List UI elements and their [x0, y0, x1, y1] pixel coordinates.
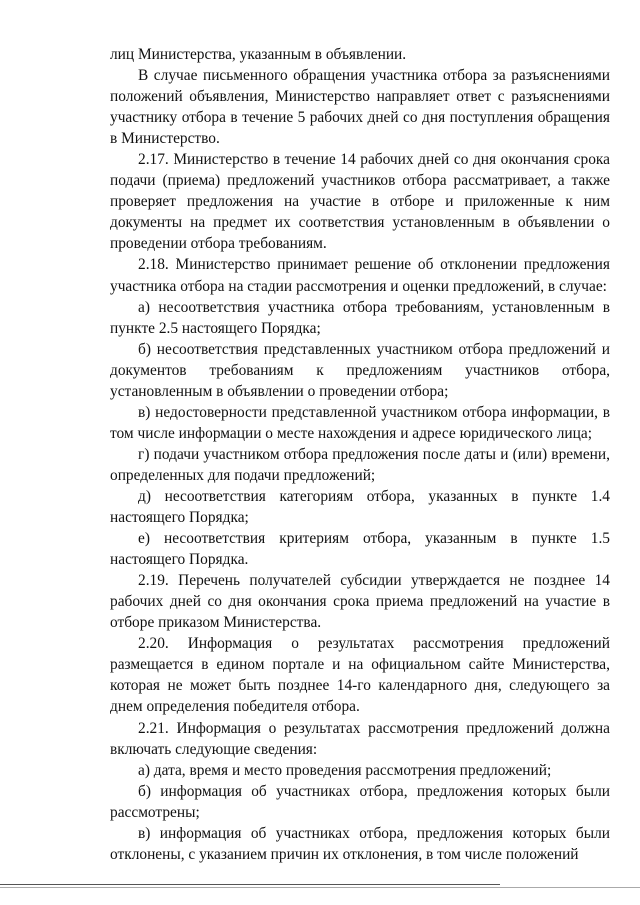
paragraph-2-18: 2.18. Министерство принимает решение об отклонении предложения участника отбора на стадии рассмотрения и оценки предложений, в случае:: [110, 256, 610, 295]
list-item-e: е) несоответствия критериям отбора, указанным в пункте 1.5 настоящего Порядка.: [110, 530, 610, 569]
document-body: [110, 44, 610, 865]
list-item-2-21-b: б) информация об участниках отбора, предложения которых были рассмотрены;: [110, 782, 610, 821]
list-item-d: д) несоответствия категориям отбора, указанных в пункте 1.4 настоящего Порядка;: [110, 487, 610, 527]
paragraph-clarification-request: В случае письменного обращения участника отбора за разъяснениями положений объявления, Министерство направляет ответ с разъяснениями участнику отбора в течение 5 рабочих дней со дня поступления обращения в Министерство.: [110, 67, 610, 148]
list-item-2-21-v: в) информация об участниках отбора, предложения которых были отклонены, с указанием причин их отклонения, в том числе положений: [110, 824, 610, 863]
paragraph-continuation: лиц Министерства, указанным в объявлении.: [110, 46, 407, 63]
list-item-g: г) подачи участником отбора предложения после даты и (или) времени, определенных для подачи предложений;: [110, 445, 610, 484]
list-item-2-21-a: а) дата, время и место проведения рассмотрения предложений;: [138, 761, 552, 779]
paragraph-2-19: 2.19. Перечень получателей субсидии утверждается не позднее 14 рабочих дней со дня окончания срока приема предложений на участие в отборе приказом Министерства.: [110, 572, 610, 632]
list-item-b: б) несоответствия представленных участником отбора предложений и документов требованиям к предложениям участников отбора, установленным в объявлении о проведении отбора;: [110, 340, 610, 400]
list-item-a: а) несоответствия участника отбора требованиям, установленным в пункте 2.5 настоящего Порядка;: [110, 298, 610, 337]
scan-edge-line-2: [0, 887, 640, 888]
list-item-v: в) недостоверности представленной участником отбора информации, в том числе информации о месте нахождения и адресе юридического лица;: [110, 403, 610, 442]
paragraph-2-21: 2.21. Информация о результатах рассмотрения предложений должна включать следующие сведения:: [110, 719, 610, 758]
paragraph-2-20: 2.20. Информация о результатах рассмотрения предложений размещается в едином портале и на официальном сайте Министерства, которая не может быть позднее 14-го календарного дня, следующего за днем определения победителя отбора.: [110, 635, 610, 716]
paragraph-2-17: 2.17. Министерство в течение 14 рабочих дней со дня окончания срока подачи (приема) предложений участников отбора рассматривает, а также проверяет предложения на участие в отборе и приложенные к ним документы на предмет их соответствия установленным в объявлении о проведении отбора требованиям.: [110, 151, 610, 253]
scan-edge-line: [0, 884, 500, 885]
